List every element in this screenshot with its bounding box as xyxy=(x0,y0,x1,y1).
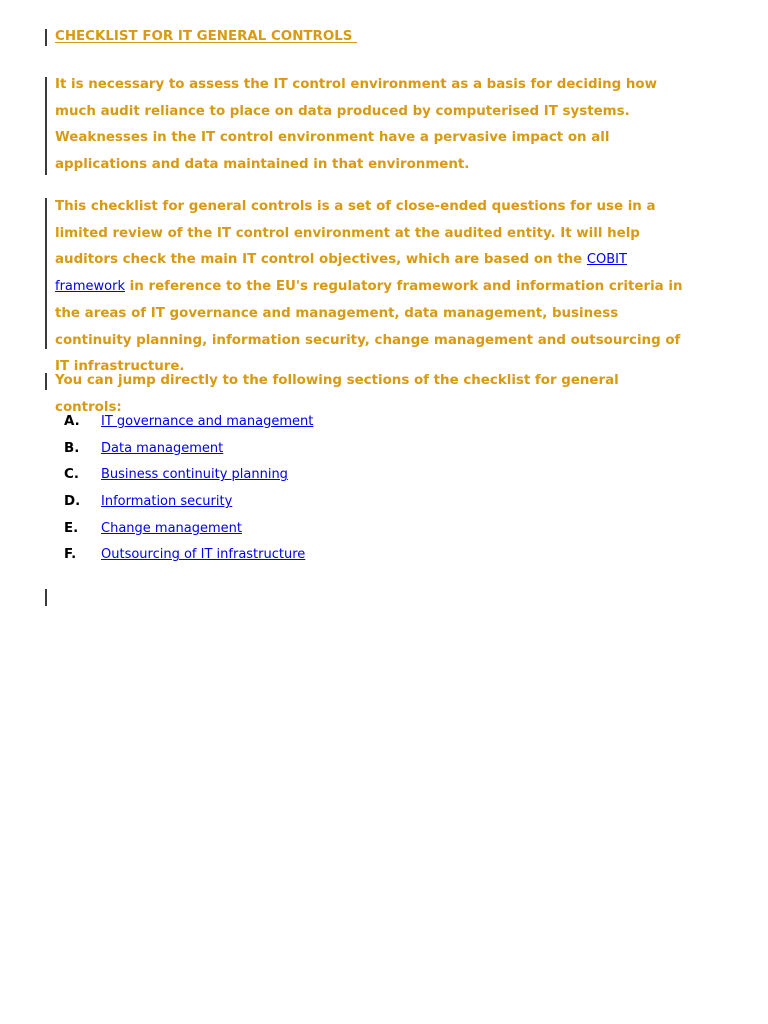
section-letter: B. xyxy=(64,440,80,456)
section-link-it-governance[interactable]: IT governance and management xyxy=(101,414,314,429)
section-letter: E. xyxy=(64,520,79,536)
intro-paragraph: It is necessary to assess the IT control environment as a basis for deciding how much audit reliance to place on data produced by computerised IT systems. Weaknesses in the IT control environment have a pervasive impact on all applications and data maintained in that environment. xyxy=(55,77,658,173)
change-bar-paragraph-2 xyxy=(45,198,47,349)
section-link-information-security[interactable]: Information security xyxy=(101,494,233,510)
section-link-business-continuity[interactable]: Business continuity planning xyxy=(101,467,288,483)
section-letter: F. xyxy=(64,547,77,563)
section-letter: A. xyxy=(64,414,80,429)
section-letter: D. xyxy=(64,494,81,510)
paragraph-text-before-link: This checklist for general controls is a set of close-ended questions for use in a limited review of the IT control environment at the audited entity. It will help auditors check the main IT control objectives, which are based on the xyxy=(55,199,656,268)
change-bar-empty-line xyxy=(45,589,47,606)
checklist-description-paragraph xyxy=(55,194,685,381)
cobit-framework-link[interactable]: COBIT framework xyxy=(55,252,627,295)
jump-intro-paragraph: You can jump directly to the following sections of the checklist for general controls: xyxy=(55,373,619,415)
section-link-data-management[interactable]: Data management xyxy=(101,440,224,456)
document-title: CHECKLIST FOR IT GENERAL CONTROLS xyxy=(55,29,358,44)
change-bar-paragraph-3 xyxy=(45,373,47,390)
section-letter: C. xyxy=(64,467,79,483)
change-bar-title xyxy=(45,29,47,46)
section-link-change-management[interactable]: Change management xyxy=(101,520,242,536)
change-bar-paragraph-1 xyxy=(45,77,47,175)
section-link-outsourcing[interactable]: Outsourcing of IT infrastructure xyxy=(101,547,306,563)
paragraph-text-after-link: in reference to the EU's regulatory framework and information criteria in the areas of IT governance and management, data management, business continuity planning, information security, change management and outsourcing of IT infrastructure. xyxy=(55,279,683,375)
